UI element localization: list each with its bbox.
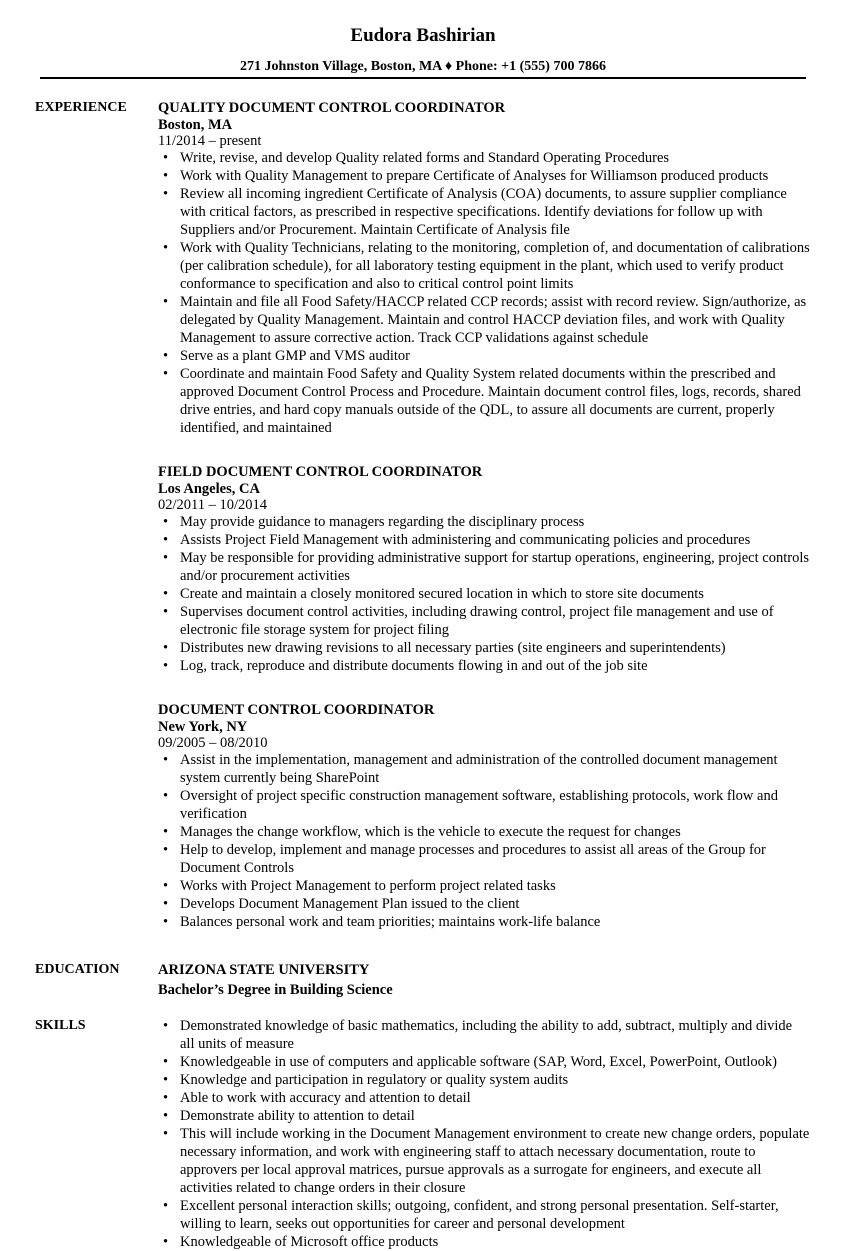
bullet-text: Able to work with accuracy and attention to detail [180, 1090, 471, 1106]
bullet-icon: • [163, 294, 169, 310]
bullet-item [158, 823, 810, 841]
bullet-icon: • [163, 550, 169, 566]
bullet-icon: • [163, 604, 169, 620]
bullet-item [158, 1071, 810, 1089]
bullet-icon: • [163, 788, 169, 804]
bullet-icon: • [163, 366, 169, 382]
bullet-icon: • [163, 1234, 169, 1250]
bullet-item [158, 167, 810, 185]
bullet-text: Create and maintain a closely monitored secured location in which to store site documents [180, 586, 704, 602]
job-location: New York, NY [158, 719, 248, 735]
bullet-item [158, 185, 810, 239]
bullet-text: Assists Project Field Management with administering and communicating policies and procedures [180, 532, 751, 548]
job-location: Boston, MA [158, 117, 233, 133]
bullet-item [158, 657, 810, 675]
bullet-icon: • [163, 640, 169, 656]
bullet-text: Log, track, reproduce and distribute documents flowing in and out of the job site [180, 658, 648, 674]
bullet-text: Help to develop, implement and manage processes and procedures to assist all areas of the Group for Document Controls [180, 842, 766, 876]
bullet-text: Excellent personal interaction skills; outgoing, confident, and strong personal presentation. Self-starter, willing to learn, seeks out opportunities for career and personal development [180, 1198, 779, 1232]
job-dates: 02/2011 – 10/2014 [158, 497, 268, 513]
bullet-icon: • [163, 1108, 169, 1124]
bullet-item [158, 1107, 810, 1125]
bullet-icon: • [163, 1198, 169, 1214]
job-bullets [158, 149, 810, 437]
bullet-text: Knowledgeable of Microsoft office products [180, 1234, 439, 1250]
bullet-item [158, 513, 810, 531]
bullet-text: Work with Quality Technicians, relating to the monitoring, completion of, and documentation of calibrations (per calibration schedule), for all laboratory testing equipment in the plant, which used to verify product conformance to specification and also to critical control point limits [180, 240, 810, 292]
bullet-icon: • [163, 150, 169, 166]
bullet-icon: • [163, 348, 169, 364]
candidate-name: Eudora Bashirian [350, 25, 496, 46]
bullet-item [158, 913, 810, 931]
bullet-item [158, 1089, 810, 1107]
bullet-text: Work with Quality Management to prepare Certificate of Analyses for Williamson produced products [180, 168, 769, 184]
bullet-icon: • [163, 186, 169, 202]
bullet-icon: • [163, 1054, 169, 1070]
job-bullets [158, 751, 810, 931]
bullet-icon: • [163, 842, 169, 858]
bullet-icon: • [163, 1072, 169, 1088]
education-body [158, 961, 810, 999]
job-title: QUALITY DOCUMENT CONTROL COORDINATOR [158, 100, 506, 116]
job-location: Los Angeles, CA [158, 481, 260, 497]
bullet-text: Demonstrated knowledge of basic mathematics, including the ability to add, subtract, multiply and divide all units of measure [180, 1018, 793, 1052]
bullet-item [158, 347, 810, 365]
bullet-item [158, 293, 810, 347]
bullet-item [158, 603, 810, 639]
bullet-text: Distributes new drawing revisions to all necessary parties (site engineers and superintendents) [180, 640, 726, 656]
bullet-icon: • [163, 240, 169, 256]
bullet-item [158, 787, 810, 823]
bullet-item [158, 895, 810, 913]
skills-body [158, 1017, 810, 1251]
bullet-icon: • [163, 168, 169, 184]
bullet-text: Supervises document control activities, including drawing control, project file management and use of electronic file storage system for project filing [180, 604, 774, 638]
bullet-text: Maintain and file all Food Safety/HACCP related CCP records; assist with record review. Sign/authorize, as delegated by Quality Management. Maintain and control HACCP deviation files, and work with Quality Management to assure corrective action. Track CCP validations against schedule [180, 294, 807, 346]
job-entry [158, 463, 810, 675]
bullet-item [158, 531, 810, 549]
bullet-item [158, 751, 810, 787]
bullet-item [158, 639, 810, 657]
bullet-icon: • [163, 914, 169, 930]
bullet-text: Coordinate and maintain Food Safety and Quality System related documents within the prescribed and approved Document Control Process and Procedure. Maintain document control files, logs, records, shared drive entries, and hard copy manuals outside of the QDL, to assure all documents are current, properly identified, and maintained [180, 366, 801, 436]
bullet-icon: • [163, 752, 169, 768]
bullet-item [158, 149, 810, 167]
bullet-icon: • [163, 1018, 169, 1034]
bullet-icon: • [163, 878, 169, 894]
job-title: DOCUMENT CONTROL COORDINATOR [158, 702, 435, 718]
bullet-text: Assist in the implementation, management and administration of the controlled document management system currently being SharePoint [180, 752, 778, 786]
bullet-icon: • [163, 514, 169, 530]
job-entry [158, 701, 810, 931]
bullet-item [158, 585, 810, 603]
bullet-text: Oversight of project specific construction management software, establishing protocols, work flow and verification [180, 788, 778, 822]
bullet-text: Knowledge and participation in regulatory or quality system audits [180, 1072, 569, 1088]
job-dates: 11/2014 – present [158, 133, 262, 149]
bullet-item [158, 239, 810, 293]
bullet-item [158, 549, 810, 585]
bullet-item [158, 1197, 810, 1233]
bullet-icon: • [163, 1126, 169, 1142]
bullet-item [158, 1125, 810, 1197]
bullet-text: Knowledgeable in use of computers and applicable software (SAP, Word, Excel, PowerPoint, Outlook) [180, 1054, 777, 1070]
bullet-icon: • [163, 824, 169, 840]
job-bullets [158, 513, 810, 675]
bullet-text: This will include working in the Document Management environment to create new change orders, populate necessary information, and work with engineering staff to attach necessary documentation, route to approvers per local approval matrices, pursue approvals as a surrogate for engineers, and execute all activities related to change orders in their closure [180, 1126, 810, 1196]
header-divider [40, 77, 806, 79]
section-label-experience: EXPERIENCE [35, 100, 127, 115]
bullet-item [158, 1233, 810, 1251]
school-name: ARIZONA STATE UNIVERSITY [158, 962, 370, 978]
bullet-item [158, 841, 810, 877]
bullet-icon: • [163, 658, 169, 674]
bullet-icon: • [163, 1090, 169, 1106]
bullet-text: Develops Document Management Plan issued to the client [180, 896, 520, 912]
bullet-text: Balances personal work and team priorities; maintains work-life balance [180, 914, 601, 930]
bullet-item [158, 1017, 810, 1053]
bullet-text: Review all incoming ingredient Certificate of Analysis (COA) documents, to assure supplier compliance with critical factors, as prescribed in respective specifications. Identify deviations for follow up with Suppliers and/or Procurement. Maintain Certificate of Analysis file [180, 186, 787, 238]
degree-name: Bachelor’s Degree in Building Science [158, 982, 393, 998]
bullet-text: May provide guidance to managers regarding the disciplinary process [180, 514, 585, 530]
bullet-text: May be responsible for providing administrative support for startup operations, engineering, project controls and/or procurement activities [180, 550, 809, 584]
section-label-education: EDUCATION [35, 962, 120, 977]
skills-bullets [158, 1017, 810, 1251]
bullet-icon: • [163, 532, 169, 548]
bullet-item [158, 877, 810, 895]
bullet-text: Write, revise, and develop Quality related forms and Standard Operating Procedures [180, 150, 670, 166]
bullet-text: Works with Project Management to perform project related tasks [180, 878, 556, 894]
bullet-item [158, 365, 810, 437]
job-entry [158, 99, 810, 437]
bullet-icon: • [163, 896, 169, 912]
section-label-skills: SKILLS [35, 1018, 86, 1033]
job-title: FIELD DOCUMENT CONTROL COORDINATOR [158, 464, 483, 480]
bullet-icon: • [163, 586, 169, 602]
contact-line: 271 Johnston Village, Boston, MA ♦ Phone: +1 (555) 700 7866 [240, 59, 606, 74]
bullet-item [158, 1053, 810, 1071]
bullet-text: Manages the change workflow, which is the vehicle to execute the request for changes [180, 824, 681, 840]
bullet-text: Serve as a plant GMP and VMS auditor [180, 348, 410, 364]
job-dates: 09/2005 – 08/2010 [158, 735, 268, 751]
bullet-text: Demonstrate ability to attention to detail [180, 1108, 415, 1124]
